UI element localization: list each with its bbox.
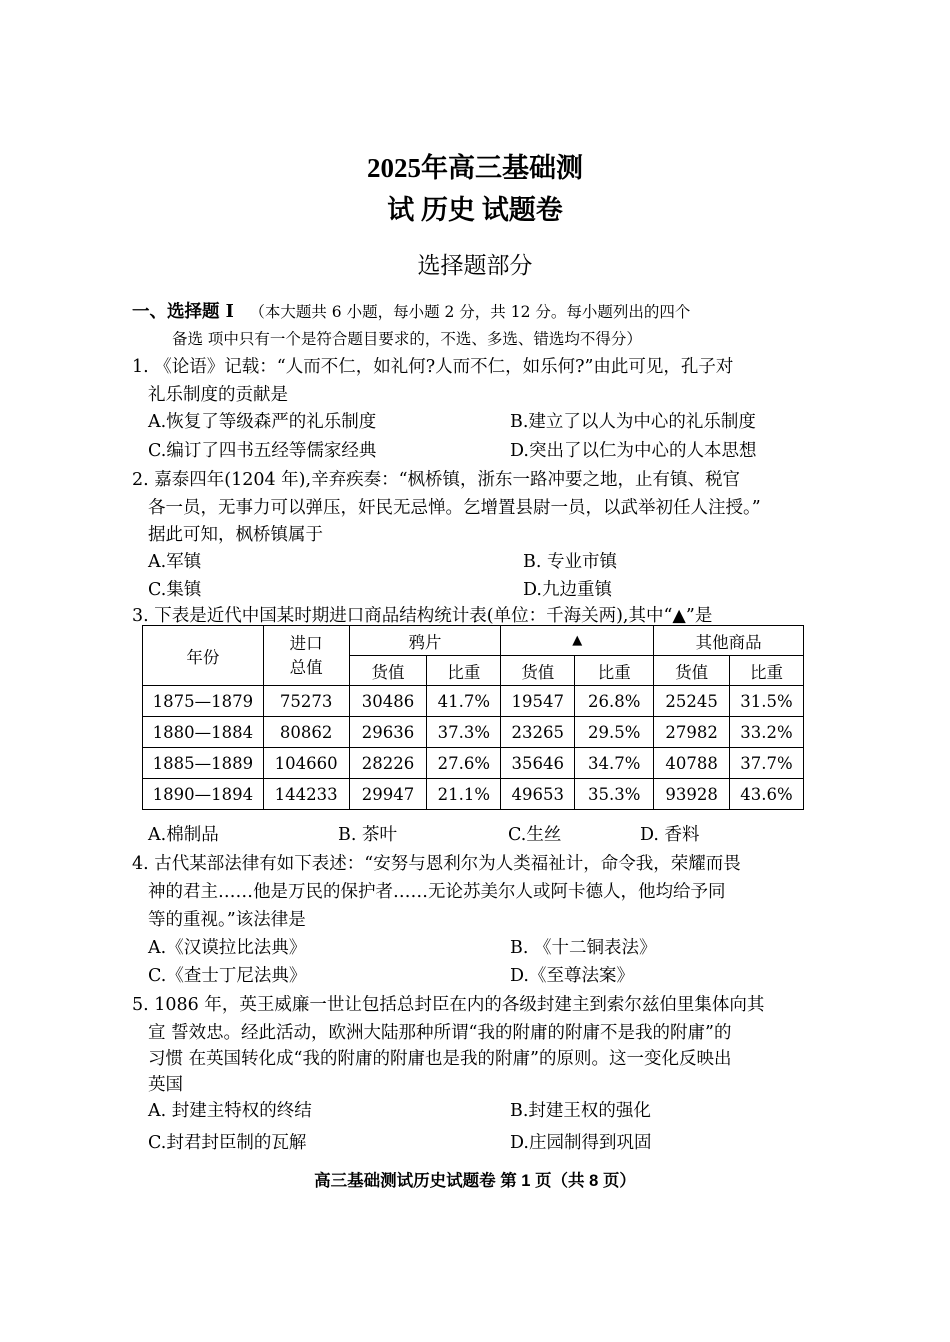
page-title-line-1: 2025年高三基础测	[367, 153, 583, 183]
cell-opium-value: 30486	[349, 686, 427, 717]
cell-other-share: 31.5%	[730, 686, 804, 717]
q5-stem-cont: 宣 誓效忠。经此活动，欧洲大陆那种所谓“我的附庸的附庸不是我的附庸”的	[148, 1023, 732, 1043]
q2-stem: 2. 嘉泰四年(1204 年),辛弃疾奏：“枫桥镇，浙东一路冲要之地，止有镇、税官	[132, 470, 741, 490]
cell-other-value: 40788	[654, 748, 730, 779]
q4-option-a[interactable]: A.《汉谟拉比法典》	[148, 938, 307, 958]
q2-option-a[interactable]: A.军镇	[148, 552, 202, 572]
subheader-value: 货值	[349, 656, 427, 686]
header-total-line-2: 总值	[289, 657, 323, 677]
header-total-line-1: 进口	[289, 633, 323, 653]
import-structure-table	[142, 625, 804, 810]
table-header-row	[143, 626, 804, 656]
cell-unknown-share: 35.3%	[575, 779, 654, 810]
q2-stem-cont: 各一员，无事力可以弹压，奸民无忌惮。乞增置县尉一员，以武举初任人注授。”	[148, 498, 761, 518]
q4-stem: 4. 古代某部法律有如下表述：“安努与恩利尔为人类福祉计，命令我，荣耀而畏	[132, 854, 741, 874]
cell-year: 1880—1884	[143, 717, 264, 748]
header-unknown-triangle: ▲	[501, 626, 654, 656]
q4-stem-cont: 神的君主……他是万民的保护者……无论苏美尔人或阿卡德人，他均给予同	[148, 882, 726, 902]
table-row	[143, 779, 804, 810]
q2-option-d[interactable]: D.九边重镇	[523, 580, 612, 600]
cell-unknown-value: 19547	[501, 686, 575, 717]
q3-option-c[interactable]: C.生丝	[508, 825, 562, 845]
cell-opium-value: 29947	[349, 779, 427, 810]
cell-total: 75273	[263, 686, 349, 717]
cell-unknown-value: 49653	[501, 779, 575, 810]
part-1-instruction: （本大题共 6 小题，每小题 2 分，共 12 分。每小题列出的四个	[249, 303, 691, 321]
part-1-instruction-cont: 备选 项中只有一个是符合题目要求的，不选、多选、错选均不得分）	[172, 330, 642, 348]
cell-unknown-share: 29.5%	[575, 717, 654, 748]
q1-option-d[interactable]: D.突出了以仁为中心的人本思想	[510, 441, 757, 461]
q5-option-a[interactable]: A. 封建主特权的终结	[148, 1101, 312, 1121]
cell-year: 1890—1894	[143, 779, 264, 810]
q1-option-c[interactable]: C.编订了四书五经等儒家经典	[148, 441, 377, 461]
cell-year: 1875—1879	[143, 686, 264, 717]
header-opium: 鸦片	[349, 626, 501, 656]
table-row	[143, 748, 804, 779]
q3-option-a[interactable]: A.棉制品	[148, 825, 219, 845]
cell-unknown-share: 34.7%	[575, 748, 654, 779]
q1-option-b[interactable]: B.建立了以人为中心的礼乐制度	[510, 412, 756, 432]
q5-stem: 5. 1086 年，英王威廉一世让包括总封臣在内的各级封建主到索尔兹伯里集体向其	[132, 995, 765, 1015]
q5-stem-cont-3: 英国	[148, 1075, 183, 1095]
cell-other-value: 27982	[654, 717, 730, 748]
subheader-value: 货值	[501, 656, 575, 686]
header-other: 其他商品	[654, 626, 804, 656]
q5-option-d[interactable]: D.庄园制得到巩固	[510, 1133, 652, 1153]
cell-total: 80862	[263, 717, 349, 748]
cell-opium-share: 27.6%	[427, 748, 501, 779]
q2-stem-cont-2: 据此可知，枫桥镇属于	[148, 525, 323, 545]
cell-other-share: 37.7%	[730, 748, 804, 779]
q3-stem: 3. 下表是近代中国某时期进口商品结构统计表(单位：千海关两),其中“▲”是	[132, 606, 713, 626]
cell-other-share: 43.6%	[730, 779, 804, 810]
q1-stem: 1. 《论语》记载：“人而不仁，如礼何?人而不仁，如乐何?”由此可见，孔子对	[132, 357, 734, 377]
q2-option-b[interactable]: B. 专业市镇	[523, 552, 617, 572]
subheader-value: 货值	[654, 656, 730, 686]
header-total	[263, 626, 349, 686]
q5-stem-cont-2: 习惯 在英国转化成“我的附庸的附庸也是我的附庸”的原则。这一变化反映出	[148, 1049, 732, 1069]
cell-year: 1885—1889	[143, 748, 264, 779]
q2-option-c[interactable]: C.集镇	[148, 580, 202, 600]
q3-option-b[interactable]: B. 茶叶	[338, 825, 397, 845]
q4-stem-cont-2: 等的重视。”该法律是	[148, 910, 306, 930]
cell-opium-share: 37.3%	[427, 717, 501, 748]
cell-opium-value: 28226	[349, 748, 427, 779]
table-row	[143, 686, 804, 717]
cell-unknown-value: 23265	[501, 717, 575, 748]
q4-option-b[interactable]: B. 《十二铜表法》	[510, 938, 657, 958]
cell-opium-share: 21.1%	[427, 779, 501, 810]
subheader-share: 比重	[575, 656, 654, 686]
page-footer: 高三基础测试历史试题卷 第 1 页（共 8 页）	[314, 1172, 636, 1190]
q4-option-c[interactable]: C.《查士丁尼法典》	[148, 966, 307, 986]
cell-unknown-share: 26.8%	[575, 686, 654, 717]
part-1-label: 一、选择题 I	[132, 302, 234, 322]
q4-option-d[interactable]: D.《至尊法案》	[510, 966, 634, 986]
part-1-heading	[132, 298, 690, 323]
cell-other-value: 93928	[654, 779, 730, 810]
table-row	[143, 717, 804, 748]
cell-total: 144233	[263, 779, 349, 810]
q5-option-b[interactable]: B.封建王权的强化	[510, 1101, 651, 1121]
cell-other-share: 33.2%	[730, 717, 804, 748]
q1-option-a[interactable]: A.恢复了等级森严的礼乐制度	[148, 412, 377, 432]
subheader-share: 比重	[427, 656, 501, 686]
cell-opium-share: 41.7%	[427, 686, 501, 717]
cell-other-value: 25245	[654, 686, 730, 717]
q5-option-c[interactable]: C.封君封臣制的瓦解	[148, 1133, 307, 1153]
cell-opium-value: 29636	[349, 717, 427, 748]
section-heading: 选择题部分	[417, 253, 533, 279]
subheader-share: 比重	[730, 656, 804, 686]
cell-total: 104660	[263, 748, 349, 779]
q1-stem-cont: 礼乐制度的贡献是	[148, 385, 288, 405]
q3-option-d[interactable]: D. 香料	[640, 825, 700, 845]
page-title-line-2: 试 历史 试题卷	[387, 195, 563, 225]
header-year: 年份	[143, 626, 264, 686]
cell-unknown-value: 35646	[501, 748, 575, 779]
